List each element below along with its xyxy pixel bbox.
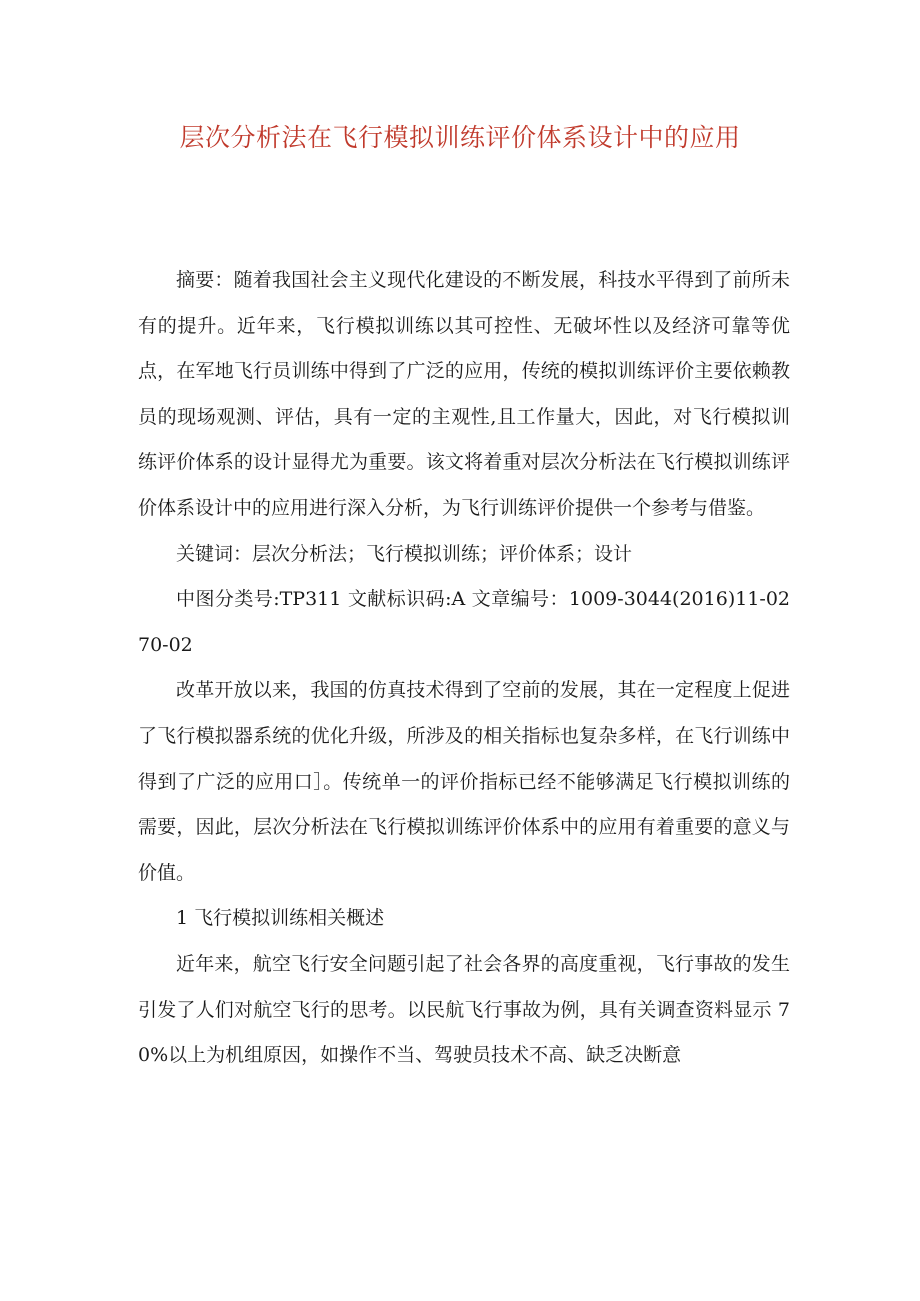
section-paragraph: 近年来，航空飞行安全问题引起了社会各界的高度重视，飞行事故的发生引发了人们对航空飞行的思考。以民航飞行事故为例，具有关调查资料显示 70%以上为机组原因，如操作不当、驾驶员技术不高、缺乏决断意 xyxy=(138,952,790,1067)
section-heading: 1 飞行模拟训练相关概述 xyxy=(176,907,385,930)
page-title: 层次分析法在飞行模拟训练评价体系设计中的应用 xyxy=(179,123,741,152)
document-body xyxy=(138,258,790,1079)
intro-paragraph: 改革开放以来，我国的仿真技术得到了空前的发展，其在一定程度上促进了飞行模拟器系统的优化升级，所涉及的相关指标也复杂多样，在飞行训练中得到了广泛的应用口］。传统单一的评价指标已经不能够满足飞行模拟训练的需要，因此，层次分析法在飞行模拟训练评价体系中的应用有着重要的意义与价值。 xyxy=(138,679,790,884)
classification-line: 中图分类号:TP311 文献标识码:A 文章编号：1009-3044(2016)11-0270-02 xyxy=(138,588,790,656)
keywords-line: 关键词：层次分析法；飞行模拟训练；评价体系；设计 xyxy=(176,542,633,565)
abstract-paragraph: 摘要：随着我国社会主义现代化建设的不断发展，科技水平得到了前所未有的提升。近年来，飞行模拟训练以其可控性、无破坏性以及经济可靠等优点，在军地飞行员训练中得到了广泛的应用，传统的模拟训练评价主要依赖教员的现场观测、评估，具有一定的主观性,且工作量大，因此，对飞行模拟训练评价体系的设计显得尤为重要。该文将着重对层次分析法在飞行模拟训练评价体系设计中的应用进行深入分析，为飞行训练评价提供一个参考与借鉴。 xyxy=(138,269,790,519)
